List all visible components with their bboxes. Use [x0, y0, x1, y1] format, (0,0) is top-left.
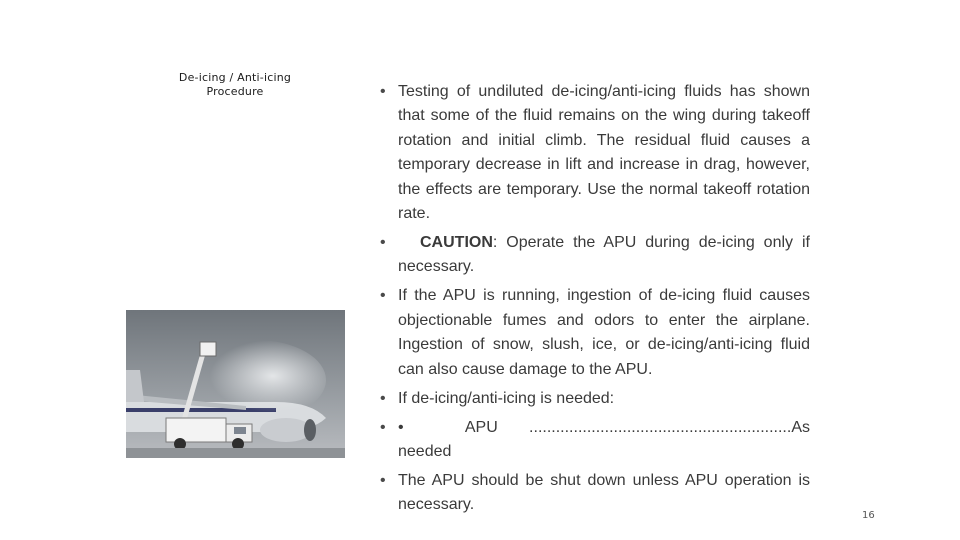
apu-leader: ...........................................................As	[529, 418, 810, 436]
bullet-apu-shutdown	[380, 469, 810, 518]
apu-item: APU	[464, 418, 498, 436]
bullet-text: : Operate the APU during de-icing only if necessary.	[398, 234, 810, 276]
slide-title: De-icing / Anti-icing Procedure	[178, 71, 292, 98]
bullet-text: If the APU is running, ingestion of de-icing fluid causes objectionable fumes and odors to enter the airplane. Ingestion of snow, slush, ice, or de-icing/anti-icing fluid can also cause damage to the APU.	[398, 287, 810, 378]
bullet-text: Testing of undiluted de-icing/anti-icing fluids has shown that some of the fluid remains on the wing during takeoff rotation and initial climb. The residual fluid causes a temporary decrease in lift and increase in drag, however, the effects are temporary. Use the normal takeoff rotation rate.	[398, 83, 810, 223]
bullet-if-needed	[380, 387, 810, 411]
apu-row	[398, 416, 810, 440]
bullet-fluid-testing	[380, 80, 810, 226]
caution-label: CAUTION	[420, 234, 493, 252]
deicing-truck-photo	[126, 310, 345, 458]
bullet-text: The APU should be shut down unless APU operation is necessary.	[398, 472, 810, 514]
bullet-apu-as-needed	[380, 416, 810, 465]
bullet-caution	[380, 231, 810, 280]
bullet-apu-ingestion	[380, 284, 810, 382]
apu-continuation: needed	[398, 443, 452, 461]
bullet-list	[380, 80, 810, 522]
page-number: 16	[862, 510, 875, 521]
bullet-text: If de-icing/anti-icing is needed:	[398, 389, 615, 407]
inner-bullet-dot: • •	[398, 418, 404, 436]
